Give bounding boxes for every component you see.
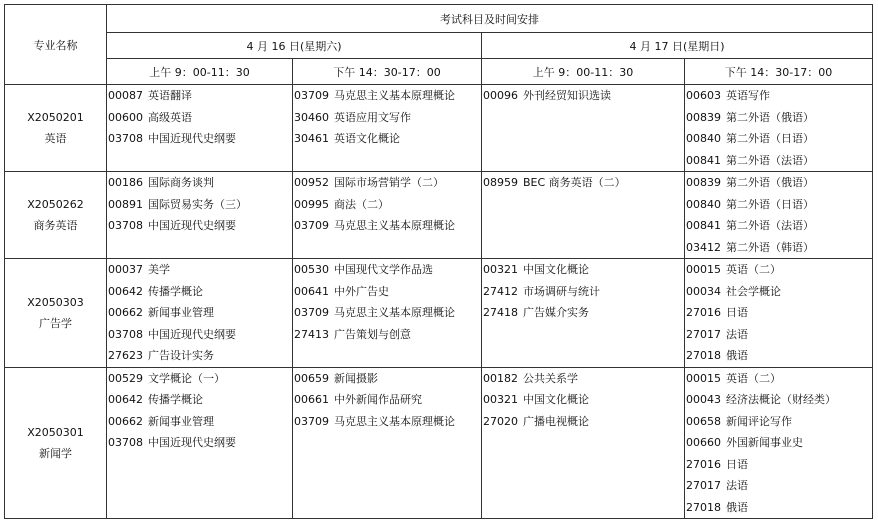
course-subject: 传播学概论 — [148, 393, 203, 406]
course-code: 00891 — [108, 197, 143, 211]
major-code: X2050201 — [27, 111, 84, 124]
course-entry — [294, 281, 481, 303]
course-entry — [483, 85, 684, 107]
course-entry — [294, 324, 481, 346]
course-subject: 市场调研与统计 — [523, 284, 600, 298]
session-cell — [107, 172, 293, 259]
course-code: 00840 — [686, 197, 721, 211]
course-subject: 英语翻译 — [148, 89, 192, 102]
course-code: 00530 — [294, 263, 329, 276]
course-code: 27017 — [686, 479, 721, 492]
course-subject: 广播电视概论 — [523, 414, 589, 428]
course-code: 00043 — [686, 393, 721, 406]
major-code: X2050262 — [27, 198, 84, 211]
course-entry — [108, 107, 292, 129]
course-subject: 第二外语（俄语） — [726, 110, 814, 124]
course-code: 00034 — [686, 284, 721, 298]
course-entry — [294, 107, 481, 129]
course-subject: 英语写作 — [726, 89, 770, 102]
course-code: 00015 — [686, 371, 721, 385]
course-entry — [294, 411, 481, 433]
schedule-body — [5, 85, 873, 519]
course-subject: 第二外语（韩语） — [726, 240, 814, 254]
course-subject: 传播学概论 — [148, 284, 203, 298]
course-entry — [294, 302, 481, 324]
course-entry — [108, 345, 292, 367]
session-cell — [293, 172, 482, 259]
course-entry — [108, 324, 292, 346]
course-code: 03412 — [686, 240, 721, 254]
course-subject: 新闻评论写作 — [726, 414, 792, 428]
course-subject: 法语 — [726, 479, 748, 492]
course-subject: 第二外语（日语） — [726, 132, 814, 145]
course-entry — [483, 368, 684, 390]
course-entry — [686, 128, 872, 150]
course-code: 27017 — [686, 327, 721, 341]
course-entry — [294, 172, 481, 194]
course-code: 00641 — [294, 284, 329, 298]
course-code: 00952 — [294, 176, 329, 189]
course-entry — [294, 259, 481, 281]
course-code: 30461 — [294, 132, 329, 145]
course-subject: 外国新闻事业史 — [726, 436, 803, 449]
course-entry — [108, 281, 292, 303]
course-entry — [686, 215, 872, 237]
session-header-apr17-am: 上午 9：00-11：30 — [482, 59, 685, 85]
course-entry — [483, 411, 684, 433]
course-subject: 第二外语（法语） — [726, 219, 814, 232]
course-entry — [686, 85, 872, 107]
course-entry — [108, 302, 292, 324]
course-subject: 中国近现代史纲要 — [148, 436, 236, 449]
course-code: 03708 — [108, 327, 143, 341]
course-subject: 英语（二） — [726, 263, 781, 276]
course-code: 00529 — [108, 371, 143, 385]
course-entry — [294, 85, 481, 107]
course-entry — [686, 172, 872, 194]
major-code: X2050303 — [27, 295, 84, 309]
course-code: 08959 — [483, 176, 518, 189]
session-cell — [685, 85, 873, 172]
session-cell — [482, 85, 685, 172]
course-subject: 法语 — [726, 327, 748, 341]
course-subject: 日语 — [726, 457, 748, 471]
course-code: 00840 — [686, 132, 721, 145]
course-code: 03708 — [108, 436, 143, 449]
course-code: 00839 — [686, 176, 721, 189]
course-code: 00658 — [686, 414, 721, 428]
course-subject: 美学 — [148, 263, 170, 276]
course-code: 27412 — [483, 284, 518, 298]
course-code: 00660 — [686, 436, 721, 449]
session-cell — [293, 259, 482, 368]
major-cell — [5, 85, 107, 172]
course-entry — [108, 85, 292, 107]
course-subject: 文学概论（一） — [148, 371, 225, 385]
course-subject: 广告策划与创意 — [334, 327, 411, 341]
course-entry — [483, 172, 684, 194]
course-entry — [686, 259, 872, 281]
course-entry — [108, 368, 292, 390]
course-subject: 俄语 — [726, 500, 748, 514]
course-subject: 新闻事业管理 — [148, 306, 214, 319]
session-cell — [293, 85, 482, 172]
session-cell — [482, 172, 685, 259]
course-code: 27413 — [294, 327, 329, 341]
course-code: 00186 — [108, 176, 143, 189]
course-entry — [686, 389, 872, 411]
course-code: 27016 — [686, 457, 721, 471]
course-code: 03709 — [294, 414, 329, 428]
session-cell — [293, 367, 482, 519]
course-subject: 中外广告史 — [334, 284, 389, 298]
course-entry — [686, 454, 872, 476]
course-subject: 公共关系学 — [523, 371, 578, 385]
course-subject: 马克思主义基本原理概论 — [334, 306, 455, 319]
course-code: 00841 — [686, 219, 721, 232]
course-entry — [686, 475, 872, 497]
course-code: 00662 — [108, 414, 143, 428]
course-entry — [686, 194, 872, 216]
course-entry — [108, 172, 292, 194]
course-subject: 中国近现代史纲要 — [148, 327, 236, 341]
course-entry — [686, 497, 872, 519]
course-code: 27016 — [686, 306, 721, 319]
course-code: 00037 — [108, 263, 143, 276]
major-name: 商务英语 — [33, 219, 78, 232]
course-subject: 中国近现代史纲要 — [148, 219, 236, 232]
course-subject: 国际市场营销学（二） — [334, 176, 444, 189]
course-subject: 第二外语（日语） — [726, 197, 814, 211]
major-row — [5, 259, 873, 368]
course-subject: 商法（二） — [334, 197, 389, 211]
day-header-apr16: 4 月 16 日(星期六) — [107, 33, 482, 59]
course-code: 00087 — [108, 89, 143, 102]
course-code: 00603 — [686, 89, 721, 102]
session-cell — [685, 367, 873, 519]
session-cell — [107, 259, 293, 368]
major-code: X2050301 — [27, 425, 84, 439]
course-code: 00600 — [108, 110, 143, 124]
course-entry — [483, 259, 684, 281]
major-cell — [5, 367, 107, 519]
course-entry — [294, 389, 481, 411]
course-code: 00642 — [108, 393, 143, 406]
course-code: 00015 — [686, 263, 721, 276]
course-code: 03709 — [294, 306, 329, 319]
course-code: 00839 — [686, 110, 721, 124]
course-code: 00662 — [108, 306, 143, 319]
course-entry — [294, 194, 481, 216]
course-entry — [483, 302, 684, 324]
course-entry — [686, 107, 872, 129]
course-subject: 外刊经贸知识选读 — [523, 89, 611, 102]
session-cell — [685, 172, 873, 259]
course-subject: 俄语 — [726, 349, 748, 362]
course-code: 00096 — [483, 89, 518, 102]
course-entry — [294, 215, 481, 237]
course-subject: 英语文化概论 — [334, 132, 400, 145]
course-entry — [686, 368, 872, 390]
course-entry — [108, 215, 292, 237]
schedule-title: 考试科目及时间安排 — [107, 5, 873, 33]
course-entry — [108, 411, 292, 433]
course-entry — [108, 128, 292, 150]
course-subject: BEC 商务英语（二） — [523, 176, 626, 189]
course-subject: 中国近现代史纲要 — [148, 132, 236, 145]
course-entry — [686, 281, 872, 303]
course-subject: 广告设计实务 — [148, 349, 214, 362]
course-subject: 马克思主义基本原理概论 — [334, 219, 455, 232]
course-subject: 经济法概论（财经类） — [726, 393, 836, 406]
course-subject: 国际贸易实务（三） — [148, 197, 247, 211]
course-entry — [108, 194, 292, 216]
course-entry — [686, 150, 872, 172]
course-entry — [686, 345, 872, 367]
course-subject: 国际商务谈判 — [148, 176, 214, 189]
course-subject: 马克思主义基本原理概论 — [334, 414, 455, 428]
course-subject: 第二外语（法语） — [726, 153, 814, 167]
course-code: 00642 — [108, 284, 143, 298]
course-code: 00661 — [294, 393, 329, 406]
major-name-header: 专业名称 — [5, 5, 107, 85]
major-cell — [5, 259, 107, 368]
major-row — [5, 172, 873, 259]
course-entry — [686, 302, 872, 324]
course-subject: 中国现代文学作品选 — [334, 263, 433, 276]
course-entry — [686, 324, 872, 346]
course-code: 00182 — [483, 371, 518, 385]
session-header-apr17-pm: 下午 14：30-17：00 — [685, 59, 873, 85]
course-code: 00321 — [483, 263, 518, 276]
course-entry — [483, 389, 684, 411]
course-entry — [686, 237, 872, 259]
major-name: 新闻学 — [39, 446, 72, 460]
course-code: 00659 — [294, 371, 329, 385]
course-entry — [483, 281, 684, 303]
course-subject: 日语 — [726, 306, 748, 319]
course-subject: 广告媒介实务 — [523, 306, 589, 319]
major-row — [5, 367, 873, 519]
major-row — [5, 85, 873, 172]
course-entry — [108, 259, 292, 281]
course-code: 03709 — [294, 219, 329, 232]
day-header-apr17: 4 月 17 日(星期日) — [482, 33, 873, 59]
course-subject: 中国文化概论 — [523, 393, 589, 406]
course-code: 27018 — [686, 349, 721, 362]
major-name: 英语 — [44, 132, 67, 145]
course-code: 03708 — [108, 219, 143, 232]
course-code: 03708 — [108, 132, 143, 145]
course-code: 30460 — [294, 110, 329, 124]
session-cell — [107, 367, 293, 519]
session-header-apr16-pm: 下午 14：30-17：00 — [293, 59, 482, 85]
course-subject: 英语应用文写作 — [334, 110, 411, 124]
major-cell — [5, 172, 107, 259]
course-subject: 新闻摄影 — [334, 371, 378, 385]
course-entry — [108, 432, 292, 454]
exam-schedule-table — [4, 4, 873, 519]
course-code: 27623 — [108, 349, 143, 362]
course-code: 00841 — [686, 153, 721, 167]
course-entry — [686, 411, 872, 433]
course-code: 27018 — [686, 500, 721, 514]
session-cell — [482, 367, 685, 519]
course-subject: 中外新闻作品研究 — [334, 393, 422, 406]
course-subject: 高级英语 — [148, 110, 192, 124]
course-code: 00321 — [483, 393, 518, 406]
course-code: 03709 — [294, 89, 329, 102]
course-entry — [686, 432, 872, 454]
course-subject: 第二外语（俄语） — [726, 176, 814, 189]
session-cell — [685, 259, 873, 368]
course-subject: 马克思主义基本原理概论 — [334, 89, 455, 102]
course-subject: 社会学概论 — [726, 284, 781, 298]
course-code: 27020 — [483, 414, 518, 428]
session-header-apr16-am: 上午 9：00-11：30 — [107, 59, 293, 85]
course-subject: 新闻事业管理 — [148, 414, 214, 428]
course-code: 27418 — [483, 306, 518, 319]
course-entry — [294, 128, 481, 150]
course-entry — [294, 368, 481, 390]
course-entry — [108, 389, 292, 411]
course-subject: 英语（二） — [726, 371, 781, 385]
major-name: 广告学 — [39, 316, 72, 330]
session-cell — [482, 259, 685, 368]
course-code: 00995 — [294, 197, 329, 211]
session-cell — [107, 85, 293, 172]
course-subject: 中国文化概论 — [523, 263, 589, 276]
